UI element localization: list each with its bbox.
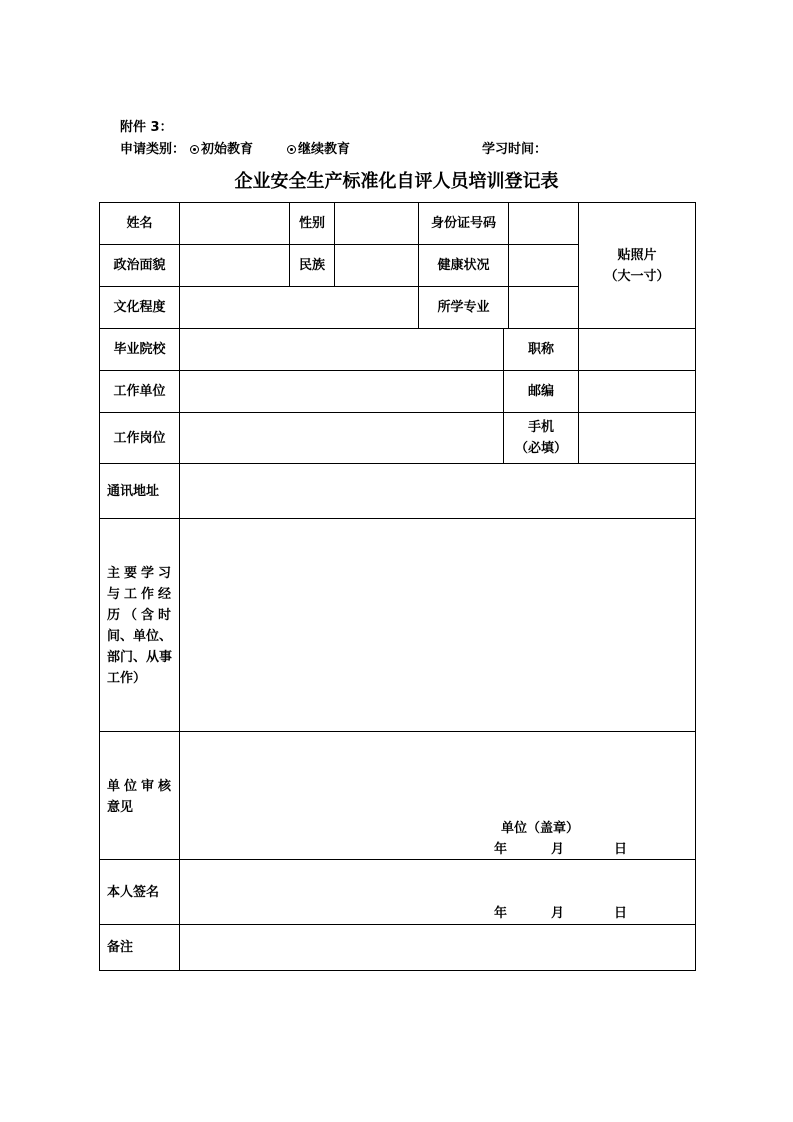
school-field[interactable] bbox=[180, 329, 503, 370]
name-label: 姓名 bbox=[126, 216, 153, 231]
major-field[interactable] bbox=[509, 287, 578, 328]
study-time-label: 学习时间： bbox=[482, 142, 548, 157]
apply-category-label: 申请类别： bbox=[120, 142, 186, 157]
remarks-label: 备注 bbox=[107, 940, 134, 955]
mobile-field[interactable] bbox=[579, 413, 695, 463]
attachment-label: 附件 3： bbox=[120, 120, 173, 135]
review-field[interactable] bbox=[180, 732, 695, 859]
employer-field[interactable] bbox=[180, 371, 503, 412]
option-continuing-label: 继续教育 bbox=[298, 142, 351, 157]
title-rank-field[interactable] bbox=[579, 329, 695, 370]
signature-month-label: 月 bbox=[551, 906, 565, 921]
mobile-required-label: （必填） bbox=[514, 441, 567, 456]
review-month-label: 月 bbox=[551, 842, 565, 857]
major-label: 所学专业 bbox=[437, 300, 490, 315]
option-initial-label: 初始教育 bbox=[201, 142, 254, 157]
position-field[interactable] bbox=[180, 413, 503, 463]
postcode-field[interactable] bbox=[579, 371, 695, 412]
review-year-label: 年 bbox=[494, 842, 508, 857]
photo-box[interactable] bbox=[579, 203, 695, 328]
history-label-line: 工作） bbox=[107, 671, 147, 686]
remarks-field[interactable] bbox=[180, 925, 695, 970]
id-number-field[interactable] bbox=[509, 203, 578, 244]
option-continuing[interactable] bbox=[287, 142, 350, 158]
title-rank-label: 职称 bbox=[527, 342, 554, 357]
education-field[interactable] bbox=[180, 287, 418, 328]
school-label: 毕业院校 bbox=[113, 342, 166, 357]
name-field[interactable] bbox=[180, 203, 289, 244]
review-label bbox=[107, 776, 171, 818]
mobile-label: 手机 bbox=[527, 420, 554, 435]
unit-seal-label: 单位（盖章） bbox=[501, 821, 580, 836]
ethnicity-label: 民族 bbox=[298, 258, 325, 273]
political-field[interactable] bbox=[180, 245, 289, 286]
position-label: 工作岗位 bbox=[113, 430, 166, 446]
radio-icon[interactable] bbox=[287, 145, 296, 154]
history-label-line: 与工作经 bbox=[107, 587, 171, 602]
employer-label: 工作单位 bbox=[113, 384, 166, 399]
radio-icon[interactable] bbox=[190, 145, 199, 154]
photo-size-label: （大一寸） bbox=[604, 268, 670, 284]
review-day-label: 日 bbox=[614, 842, 628, 857]
history-field[interactable] bbox=[180, 519, 695, 731]
review-label-line: 单位审核 bbox=[107, 779, 171, 794]
signature-day-label: 日 bbox=[614, 906, 628, 921]
address-label: 通讯地址 bbox=[107, 483, 160, 499]
ethnicity-field[interactable] bbox=[335, 245, 418, 286]
signature-year-label: 年 bbox=[494, 906, 508, 921]
review-label-line: 意见 bbox=[107, 800, 134, 815]
address-field[interactable] bbox=[180, 464, 695, 518]
mobile-label-cell bbox=[504, 413, 578, 463]
option-initial[interactable] bbox=[190, 142, 253, 158]
history-label-line: 部门、从事 bbox=[107, 650, 173, 665]
gender-field[interactable] bbox=[335, 203, 418, 244]
education-label: 文化程度 bbox=[113, 300, 166, 315]
photo-label: 贴照片 bbox=[617, 247, 657, 263]
history-label-line: 间、单位、 bbox=[107, 629, 173, 644]
gender-label: 性别 bbox=[298, 216, 325, 231]
health-field[interactable] bbox=[509, 245, 578, 286]
history-label-line: 历（含时 bbox=[107, 608, 171, 623]
history-label-line: 主要学习 bbox=[107, 566, 171, 581]
form-title: 企业安全生产标准化自评人员培训登记表 bbox=[234, 171, 559, 192]
health-label: 健康状况 bbox=[437, 258, 490, 273]
id-number-label: 身份证号码 bbox=[430, 216, 496, 231]
signature-label: 本人签名 bbox=[107, 884, 160, 900]
history-label bbox=[107, 563, 172, 689]
postcode-label: 邮编 bbox=[527, 384, 554, 399]
political-label: 政治面貌 bbox=[113, 258, 166, 273]
